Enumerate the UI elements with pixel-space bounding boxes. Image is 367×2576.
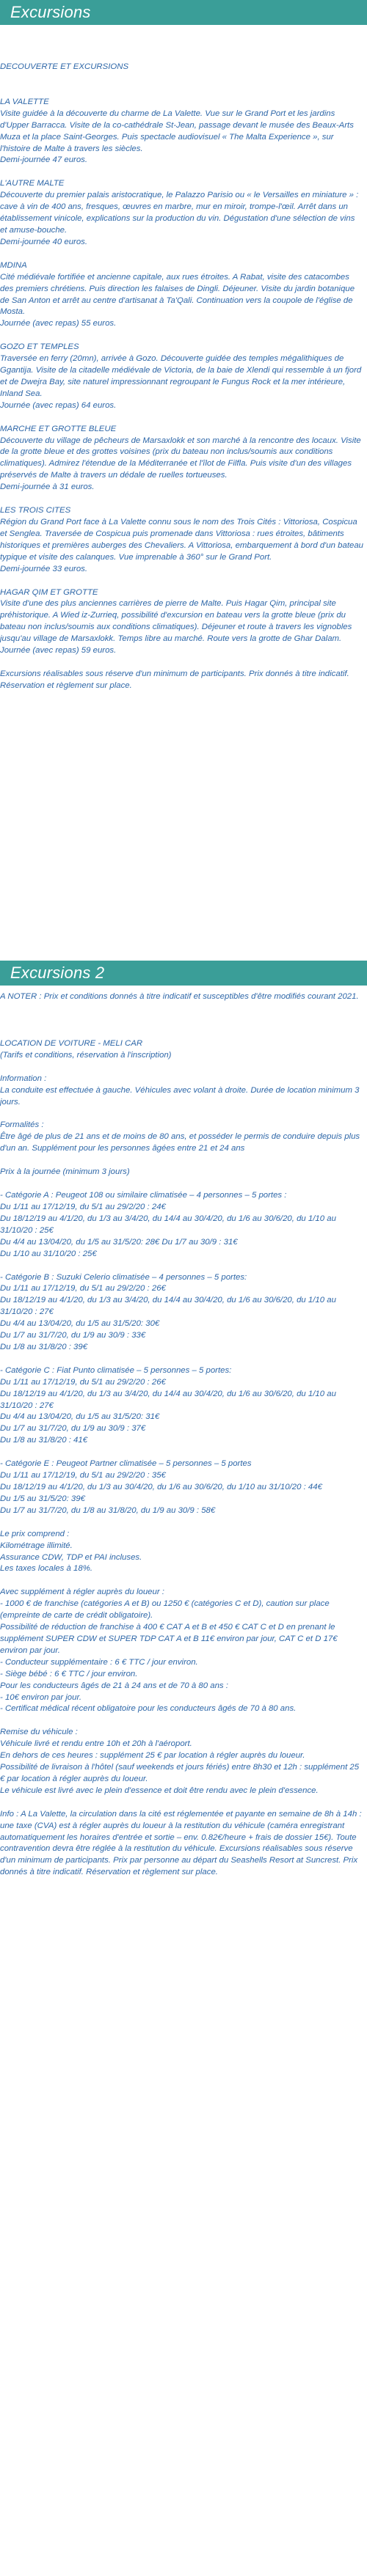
excursion-description: Cité médiévale fortifiée et ancienne capitale, aux rues étroites. A Rabat, visite des catacombes des premiers chrétiens. Puis direction les falaises de Dingli. Déjeuner. Visite du jardin botanique de San Anton et arrêt au centre d'artisanat à Ta'Qali. Continuation vers la coupole de l'église de Mosta.: [0, 272, 355, 317]
category-price-line: Du 1/7 au 31/7/20, du 1/9 au 30/9 : 33€: [0, 1331, 146, 1340]
payment-title: Avec supplément à régler auprès du loueur :: [0, 1588, 164, 1597]
information-text: La conduite est effectuée à gauche. Véhicules avec volant à droite. Durée de location minimum 3 jours.: [0, 1085, 360, 1107]
car-rental-title: LOCATION DE VOITURE - MELI CAR: [0, 1038, 143, 1048]
category-price-line: Du 1/7 au 31/7/20, du 1/8 au 31/8/20, du 1/9 au 30/9 : 58€: [0, 1505, 216, 1515]
excursion-name: MDINA: [0, 260, 27, 270]
excursion-description: Découverte du village de pêcheurs de Marsaxlokk et son marché à la rencontre des locaux. Visite de la grotte bleue et des grottes voisines (prix du bateau non inclus/soumis aux conditions climatiques). Admirez l'étendue de la Méditerranée et l'îlot de Filfla. Puis visite d'un des villages préservés de Malte à travers un dédale de ruelles tortueuses.: [0, 436, 361, 480]
formalities-label: Formalités :: [0, 1120, 44, 1130]
excursion-price: Journée (avec repas) 59 euros.: [0, 646, 117, 656]
payment-item: - Certificat médical récent obligatoire pour les conducteurs âgés de 70 à 80 ans.: [0, 1704, 297, 1714]
car-rental-subtitle: (Tarifs et conditions, réservation à l'inscription): [0, 1050, 172, 1060]
category-price-line: Du 18/12/19 au 4/1/20, du 1/3 au 3/4/20, du 14/4 au 30/4/20, du 1/6 au 30/6/20, du 1/10 au 31/10/20 : 27€: [0, 1389, 336, 1410]
category-price-line: Du 1/11 au 17/12/19, du 5/1 au 29/2/20 : 26€: [0, 1377, 166, 1387]
included-list: [0, 1541, 364, 1576]
category-title: - Catégorie B : Suzuki Celerio climatisée – 4 personnes – 5 portes:: [0, 1272, 247, 1282]
excursion-description: Traversée en ferry (20mn), arrivée à Gozo. Découverte guidée des temples mégalithiques de Ggantija. Visite de la citadelle médiévale de Victoria, de la baie de Xlendi qui ressemble à un fjord et de Dwejra Bay, site naturel impressionnant regroupant le Fungus Rock et la mer intérieure, Inland Sea.: [0, 354, 362, 398]
delivery-title: Remise du véhicule :: [0, 1728, 78, 1737]
excursion-price: Journée (avec repas) 64 euros.: [0, 400, 117, 410]
excursion-description: Région du Grand Port face à La Valette connu sous le nom des Trois Cités : Vittoriosa, Cospicua et Senglea. Traversée de Cospicua puis promenade dans Vittoriosa : rues étroites, bâtiments historiques et premières auberges des Chevaliers. A Vittoriosa, embarquement à bord d'un bateau typique et visite des calanques. Vue imprenable à 360° sur le Grand Port.: [0, 518, 363, 562]
category-price-line: Du 1/7 au 31/7/20, du 1/9 au 30/9 : 37€: [0, 1424, 146, 1434]
excursion-price: Demi-journée à 31 euros.: [0, 482, 95, 492]
excursion-price: Demi-journée 40 euros.: [0, 237, 88, 246]
category-price-line: Du 1/8 au 31/8/20 : 39€: [0, 1342, 88, 1351]
category-price-line: Du 18/12/19 au 4/1/20, du 1/3 au 3/4/20, du 14/4 au 30/4/20, du 1/6 au 30/6/20, du 1/10 au 31/10/20 : 25€: [0, 1214, 336, 1235]
included-title: Le prix comprend :: [0, 1529, 70, 1538]
category-list: [0, 1178, 364, 1517]
payment-item: - Conducteur supplémentaire : 6 € TTC / jour environ.: [0, 1657, 198, 1667]
formalities-text: Être âgé de plus de 21 ans et de moins de 80 ans, et posséder le permis de conduire depuis plus d'un an. Supplément pour les personnes âgées entre 21 et 24 ans: [0, 1132, 360, 1153]
excursion-price: Demi-journée 47 euros.: [0, 155, 88, 165]
payment-item: Pour les conducteurs âgés de 21 à 24 ans et de 70 à 80 ans :: [0, 1681, 228, 1690]
category-price-line: Du 1/5 au 31/5/20: 39€: [0, 1494, 85, 1503]
category-price-line: Du 18/12/19 au 4/1/20, du 1/3 au 30/4/20, du 1/6 au 30/6/20, du 1/10 au 31/10/20 : 44€: [0, 1483, 322, 1491]
excursions-2-banner: [0, 961, 367, 986]
section-heading: DECOUVERTE ET EXCURSIONS: [0, 62, 129, 71]
information-label: Information :: [0, 1074, 47, 1083]
category-price-line: Du 1/11 au 17/12/19, du 5/1 au 29/2/20 : 26€: [0, 1284, 166, 1293]
category-title: - Catégorie C : Fiat Punto climatisée – 5 personnes – 5 portes:: [0, 1365, 232, 1375]
payment-item: - 10€ environ par jour.: [0, 1692, 82, 1702]
payment-item: - Siège bébé : 6 € TTC / jour environ.: [0, 1669, 138, 1678]
category-title: - Catégorie E : Peugeot Partner climatisée – 5 personnes – 5 portes: [0, 1459, 252, 1469]
category-price-line: Du 4/4 au 13/04/20, du 1/5 au 31/5/20: 31€: [0, 1412, 160, 1422]
category-price-line: Du 1/10 au 31/10/20 : 25€: [0, 1249, 97, 1258]
excursion-name: HAGAR QIM ET GROTTE: [0, 587, 98, 597]
category-price-line: Du 18/12/19 au 4/1/20, du 1/3 au 3/4/20, du 14/4 au 30/4/20, du 1/6 au 30/6/20, du 1/10 au 31/10/20 : 27€: [0, 1296, 336, 1317]
banner-title: Excursions: [10, 3, 91, 21]
banner-title-2: Excursions 2: [10, 964, 105, 982]
delivery-item: Le véhicule est livré avec le plein d'essence et doit être rendu avec le plein d'essence.: [0, 1786, 319, 1795]
category-price-line: Du 1/8 au 31/8/20 : 41€: [0, 1436, 88, 1445]
excursion-name: GOZO ET TEMPLES: [0, 342, 79, 352]
excursions-banner: [0, 0, 367, 25]
included-item: Assurance CDW, TDP et PAI incluses.: [0, 1552, 142, 1562]
included-item: Les taxes locales à 18%.: [0, 1564, 93, 1574]
payment-list: [0, 1599, 364, 1715]
category-price-line: Du 4/4 au 13/04/20, du 1/5 au 31/5/20: 30€: [0, 1319, 160, 1329]
delivery-item: Véhicule livré et rendu entre 10h et 20h à l'aéroport.: [0, 1739, 192, 1749]
excursion-name: MARCHE ET GROTTE BLEUE: [0, 424, 117, 433]
note: A NOTER : Prix et conditions donnés à titre indicatif et susceptibles d'être modifiés courant 2021.: [0, 992, 359, 1001]
excursion-description: Visite d'une des plus anciennes carrières de pierre de Malte. Puis Hagar Qim, principal site préhistorique. A Wied iz-Zurrieq, possibilité d'excursion en bateau vers la grotte bleue (prix du bateau non inclus/soumis aux conditions climatiques). Déjeuner et route à travers les vignobles jusqu'au village de Marsaxlokk. Temps libre au marché. Route vers la grotte de Ghar Dalam.: [0, 599, 352, 644]
delivery-item: Possibilité de livraison à l'hôtel (sauf weekends et jours fériés) entre 8h30 et 12h : supplément 25 € par location à régler auprès du loueur.: [0, 1763, 360, 1783]
excursion-list: [0, 97, 364, 669]
excursion-description: Découverte du premier palais aristocratique, le Palazzo Parisio ou « le Versailles en miniature » : cave à vin de 400 ans, fresques, œuvres en marbre, mur en miroir, trompe-l'œil. Arrêt dans un établissement vinicole, explications sur la production du vin. Dégustation d'une sélection de vins et amuse-bouche.: [0, 191, 359, 235]
price-intro: Prix à la journée (minimum 3 jours): [0, 1167, 130, 1177]
category-price-line: Du 1/11 au 17/12/19, du 5/1 au 29/2/20 : 24€: [0, 1202, 166, 1211]
excursion-description: Visite guidée à la découverte du charme de La Valette. Vue sur le Grand Port et les jardins d'Upper Barracca. Visite de la co-cathédrale St-Jean, passage devant le musée des Beaux-Arts Muza et la place Saint-Georges. Puis spectacle audiovisuel « The Malta Experience », sur l'histoire de Malte à travers les siècles.: [0, 109, 354, 153]
payment-item: Possibilité de réduction de franchise à 400 € CAT A et B et 450 € CAT C et D en prenant le supplément SUPER CDW et SUPER TDP CAT A et B 11€ environ par jour, CAT C et D 17€ environ par jour.: [0, 1623, 338, 1655]
category-price-line: Du 1/11 au 17/12/19, du 5/1 au 29/2/20 : 35€: [0, 1471, 166, 1480]
excursion-price: Journée (avec repas) 55 euros.: [0, 319, 117, 329]
excursion-name: LA VALETTE: [0, 97, 49, 106]
included-item: Kilométrage illimité.: [0, 1541, 73, 1550]
excursion-name: LES TROIS CITES: [0, 506, 71, 515]
category-title: - Catégorie A : Peugeot 108 ou similaire climatisée – 4 personnes – 5 portes :: [0, 1191, 287, 1200]
excursion-name: L'AUTRE MALTE: [0, 179, 65, 188]
info-paragraph: Info : A La Valette, la circulation dans la cité est réglementée et payante en semaine de 8h à 14h : une taxe (CVA) est à régler auprès du loueur à la restitution du véhicule (caméra enregistrant automatiquement les horaires d'entrée et sortie – env. 0.82€/heure + frais de dossier 15€). Toute contravention devra être réglée à la restitution du véhicule. Excursions réalisables sous réserve d'un minimum de participants. Prix par personne au départ du Seashells Resort at Suncrest. Prix donnés à titre indicatif. Réservation et règlement sur place.: [0, 1809, 362, 1877]
payment-item: - 1000 € de franchise (catégories A et B) ou 1250 € (catégories C et D), caution sur place (empreinte de carte de crédit obligatoire).: [0, 1599, 330, 1621]
car-rental-content: [0, 991, 364, 1879]
delivery-item: En dehors de ces heures : supplément 25 € par location à régler auprès du loueur.: [0, 1751, 305, 1761]
excursion-price: Demi-journée 33 euros.: [0, 564, 88, 573]
category-price-line: Du 4/4 au 13/04/20, du 1/5 au 31/5/20: 28€ Du 1/7 au 30/9 : 31€: [0, 1237, 238, 1247]
excursions-content: [0, 62, 364, 692]
delivery-list: [0, 1739, 364, 1797]
excursions-footer: Excursions réalisables sous réserve d'un minimum de participants. Prix donnés à titre indicatif. Réservation et règlement sur place.: [0, 669, 349, 690]
